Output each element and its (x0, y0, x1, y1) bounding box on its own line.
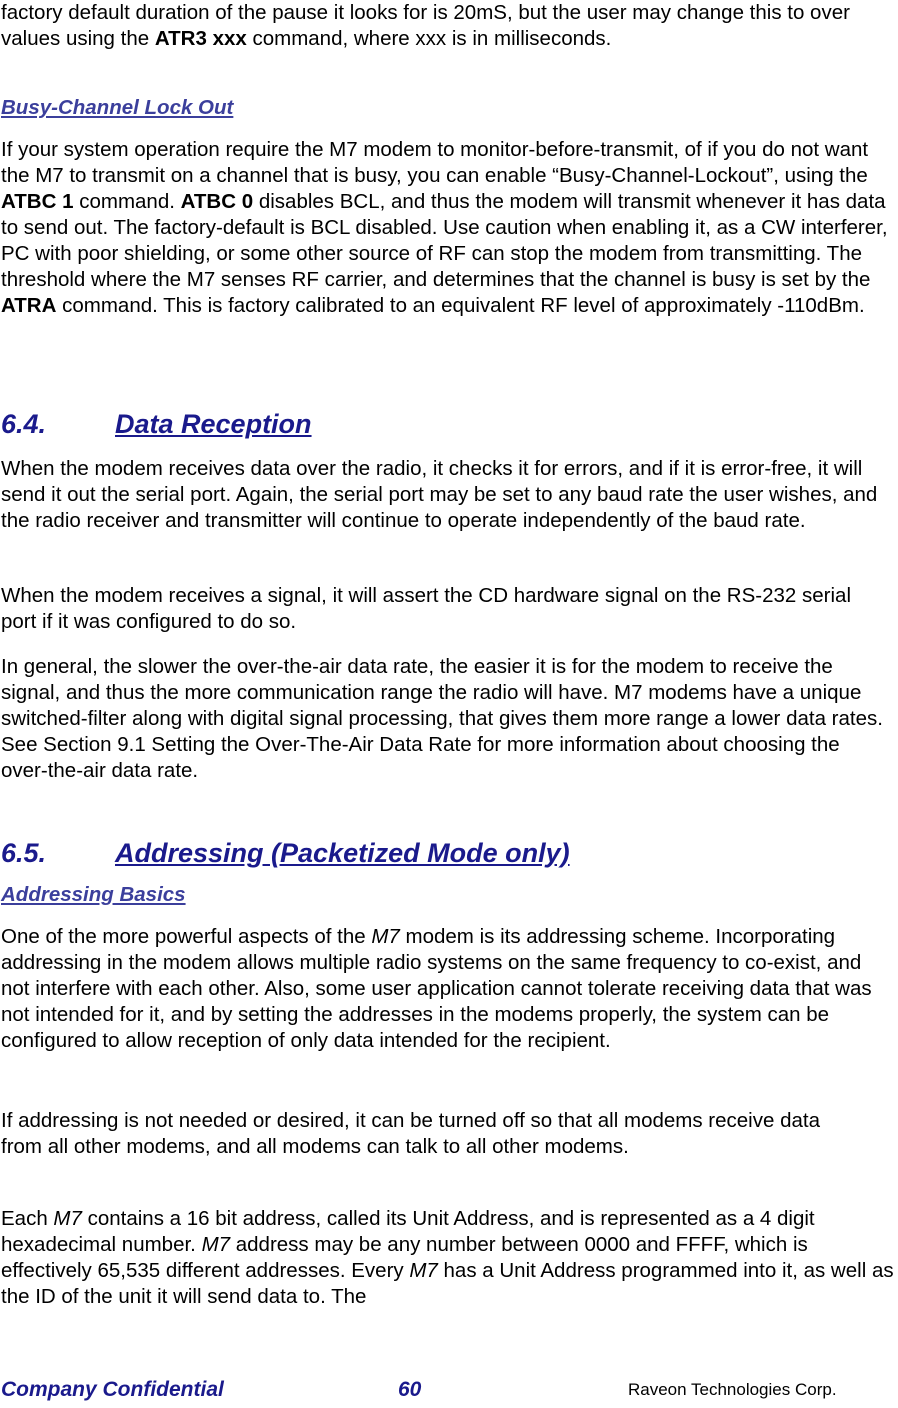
command-atra: ATRA (1, 294, 57, 317)
subheading-busy-channel-lockout: Busy-Channel Lock Out (1, 96, 234, 119)
text-run: has a Unit Address programmed into it, as well as the ID of the unit it will send data to. The (1, 1259, 894, 1308)
footer-company: Raveon Technologies Corp. (628, 1380, 837, 1399)
product-name: M7 (53, 1207, 82, 1230)
subheading-addressing-basics: Addressing Basics (1, 883, 186, 906)
paragraph-data-reception-3: In general, the slower the over-the-air data rate, the easier it is for the modem to receive the signal, and thus the more communication range the radio will have. M7 modems have a unique switched-filter along with digital signal processing, that gives them more range a lower data rates. See Section 9.1 Setting the Over-The-Air Data Rate for more information about choosing the over-the-air data rate. (1, 655, 883, 782)
paragraph-data-reception-1: When the modem receives data over the radio, it checks it for errors, and if it is error-free, it will send it out the serial port. Again, the serial port may be set to any baud rate the user wishes, and the radio receiver and transmitter will continue to operate independently of the baud rate. (1, 457, 878, 532)
paragraph-addressing-3 (0, 1206, 898, 1310)
command-atbc1: ATBC 1 (1, 190, 74, 213)
section-title: Addressing (Packetized Mode only) (115, 838, 570, 868)
page-footer (0, 1378, 898, 1408)
product-name: M7 (371, 925, 400, 948)
section-heading-6-4 (0, 408, 312, 440)
text-run: modem is its addressing scheme. Incorporating addressing in the modem allows multiple radio systems on the same frequency to co-exist, and not interfere with each other. Also, some user application cannot tolerate receiving data that was not intended for it, and by setting the addresses in the modems properly, the system can be configured to allow reception of only data intended for the recipient. (1, 925, 872, 1052)
footer-confidential: Company Confidential (1, 1378, 224, 1401)
section-number: 6.4. (1, 409, 47, 439)
text-run: command, where xxx is in milliseconds. (246, 27, 612, 50)
text-run: contains a 16 bit address, called its Unit Address, and is represented as a 4 digit hexadecimal number. (1, 1207, 815, 1256)
product-name: M7 (201, 1233, 231, 1256)
paragraph-addressing-2: If addressing is not needed or desired, it can be turned off so that all modems receive data from all other modems, and all modems can talk to all other modems. (1, 1109, 820, 1158)
text-run: factory default duration of the pause it looks for is 20mS, but the user may change this to over values using the (1, 1, 850, 50)
text-run: command. This is factory calibrated to an equivalent RF level of approximately -110dBm. (56, 294, 865, 317)
paragraph-bcl (0, 137, 893, 319)
command-atr3: ATR3 xxx (154, 27, 247, 50)
paragraph-atr3 (0, 0, 893, 52)
text-run: Each (1, 1207, 54, 1230)
paragraph-addressing-1 (0, 924, 883, 1054)
page-number: 60 (398, 1378, 422, 1401)
text-run: disables BCL, and thus the modem will transmit whenever it has data to send out. The factory-default is BCL disabled. Use caution when enabling it, as a CW interferer, PC with poor shielding, or some other source of RF can stop the modem from transmitting. The threshold where the M7 senses RF carrier, and determines that the channel is busy is set by the (1, 190, 888, 291)
section-heading-6-5 (0, 837, 570, 869)
text-run: If your system operation require the M7 modem to monitor-before-transmit, of if you do not want the M7 to transmit on a channel that is busy, you can enable “Busy-Channel-Lockout”, using the (1, 138, 869, 187)
command-atbc0: ATBC 0 (180, 190, 254, 213)
product-name: M7 (409, 1259, 438, 1282)
text-run: address may be any number between 0000 and FFFF, which is effectively 65,535 different addresses. Every (1, 1233, 808, 1282)
text-run: command. (73, 190, 181, 213)
text-run: One of the more powerful aspects of the (1, 925, 372, 948)
paragraph-data-reception-2: When the modem receives a signal, it will assert the CD hardware signal on the RS-232 serial port if it was configured to do so. (1, 584, 851, 633)
section-number: 6.5. (1, 838, 47, 868)
section-title: Data Reception (115, 409, 312, 439)
